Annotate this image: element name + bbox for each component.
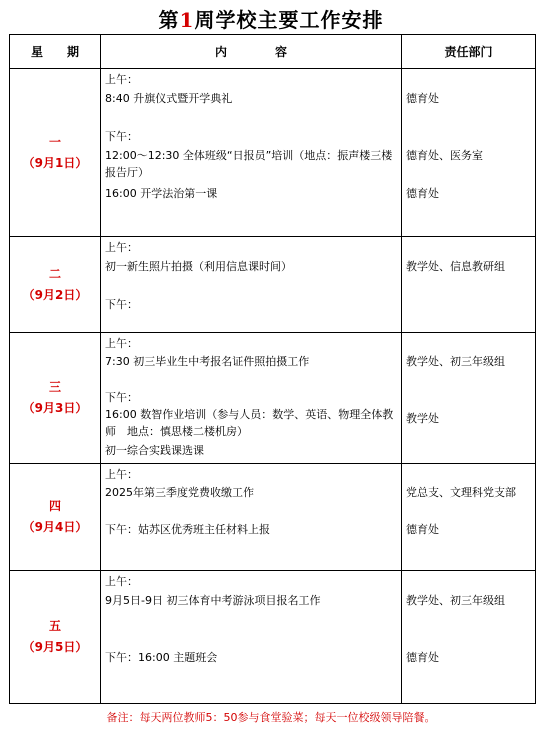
content-line: 下午：姑苏区优秀班主任材料上报 bbox=[105, 523, 270, 536]
content-line: 上午： bbox=[105, 575, 138, 588]
content-line: 12:00～12:30 全体班级“日报员”培训（地点：振声楼三楼报告厅） bbox=[105, 149, 393, 179]
content-line: 初一综合实践课选课 bbox=[105, 444, 204, 457]
table-row bbox=[10, 464, 536, 571]
day-cell bbox=[10, 333, 101, 464]
title-suffix: 周学校主要工作安排 bbox=[194, 8, 384, 32]
schedule-table bbox=[9, 34, 536, 704]
table-row bbox=[10, 237, 536, 333]
content-line: 下午： bbox=[105, 130, 138, 143]
content-line: 9月5日-9日 初三体育中考游泳项目报名工作 bbox=[105, 594, 321, 607]
content-line: 上午： bbox=[105, 468, 138, 481]
dept-line: 教学处、初三年级组 bbox=[406, 594, 505, 607]
dept-cell bbox=[402, 69, 536, 237]
day-date: （9月3日） bbox=[22, 401, 88, 415]
content-line: 下午： bbox=[105, 298, 138, 311]
dept-line: 教学处、信息教研组 bbox=[406, 260, 505, 273]
dept-line: 德育处、医务室 bbox=[406, 149, 483, 162]
day-cell bbox=[10, 69, 101, 237]
content-line: 2025年第三季度党费收缴工作 bbox=[105, 486, 254, 499]
content-line: 下午： bbox=[105, 391, 138, 404]
content-line: 16:00 数智作业培训（参与人员：数学、英语、物理全体教师 地点：慎思楼二楼机房） bbox=[105, 408, 394, 438]
dept-line: 德育处 bbox=[406, 92, 439, 105]
day-cell bbox=[10, 464, 101, 571]
day-name: 三 bbox=[48, 380, 61, 394]
content-cell bbox=[101, 333, 402, 464]
day-name: 一 bbox=[48, 134, 61, 149]
content-cell bbox=[101, 464, 402, 571]
header-row bbox=[10, 35, 536, 69]
header-dept: 责任部门 bbox=[402, 35, 536, 69]
dept-cell bbox=[402, 571, 536, 704]
content-line: 7:30 初三毕业生中考报名证件照拍摄工作 bbox=[105, 355, 310, 368]
content-line: 16:00 开学法治第一课 bbox=[105, 187, 218, 200]
day-cell bbox=[10, 237, 101, 333]
content-line: 上午： bbox=[105, 73, 138, 86]
footer-note: 备注：每天两位教师5：50参与食堂验菜；每天一位校级领导陪餐。 bbox=[106, 711, 436, 724]
day-name: 四 bbox=[48, 499, 61, 513]
day-date: （9月4日） bbox=[22, 520, 88, 534]
content-line: 初一新生照片拍摄（利用信息课时间） bbox=[105, 260, 292, 273]
dept-line: 教学处、初三年级组 bbox=[406, 355, 505, 368]
day-date: （9月1日） bbox=[22, 155, 88, 170]
header-content: 内 容 bbox=[101, 35, 402, 69]
content-cell bbox=[101, 69, 402, 237]
page-title bbox=[0, 4, 542, 33]
dept-line: 德育处 bbox=[406, 523, 439, 536]
content-line: 下午：16:00 主题班会 bbox=[105, 651, 218, 664]
content-cell bbox=[101, 237, 402, 333]
dept-line: 德育处 bbox=[406, 187, 439, 200]
dept-cell bbox=[402, 237, 536, 333]
content-cell bbox=[101, 571, 402, 704]
dept-cell bbox=[402, 333, 536, 464]
day-cell bbox=[10, 571, 101, 704]
dept-line: 教学处 bbox=[406, 412, 439, 425]
table-row bbox=[10, 333, 536, 464]
header-day: 星 期 bbox=[10, 35, 101, 69]
table-row bbox=[10, 69, 536, 237]
day-date: （9月5日） bbox=[22, 640, 88, 654]
dept-line: 德育处 bbox=[406, 651, 439, 664]
dept-line: 党总支、文理科党支部 bbox=[406, 486, 516, 499]
content-line: 上午： bbox=[105, 337, 138, 350]
table-row bbox=[10, 571, 536, 704]
content-line: 8:40 升旗仪式暨开学典礼 bbox=[105, 92, 233, 105]
week-number: 1 bbox=[179, 8, 195, 32]
day-date: （9月2日） bbox=[22, 287, 88, 302]
title-prefix: 第 bbox=[158, 8, 180, 32]
dept-cell bbox=[402, 464, 536, 571]
day-name: 五 bbox=[48, 619, 61, 633]
day-name: 二 bbox=[48, 266, 61, 281]
content-line: 上午： bbox=[105, 241, 138, 254]
